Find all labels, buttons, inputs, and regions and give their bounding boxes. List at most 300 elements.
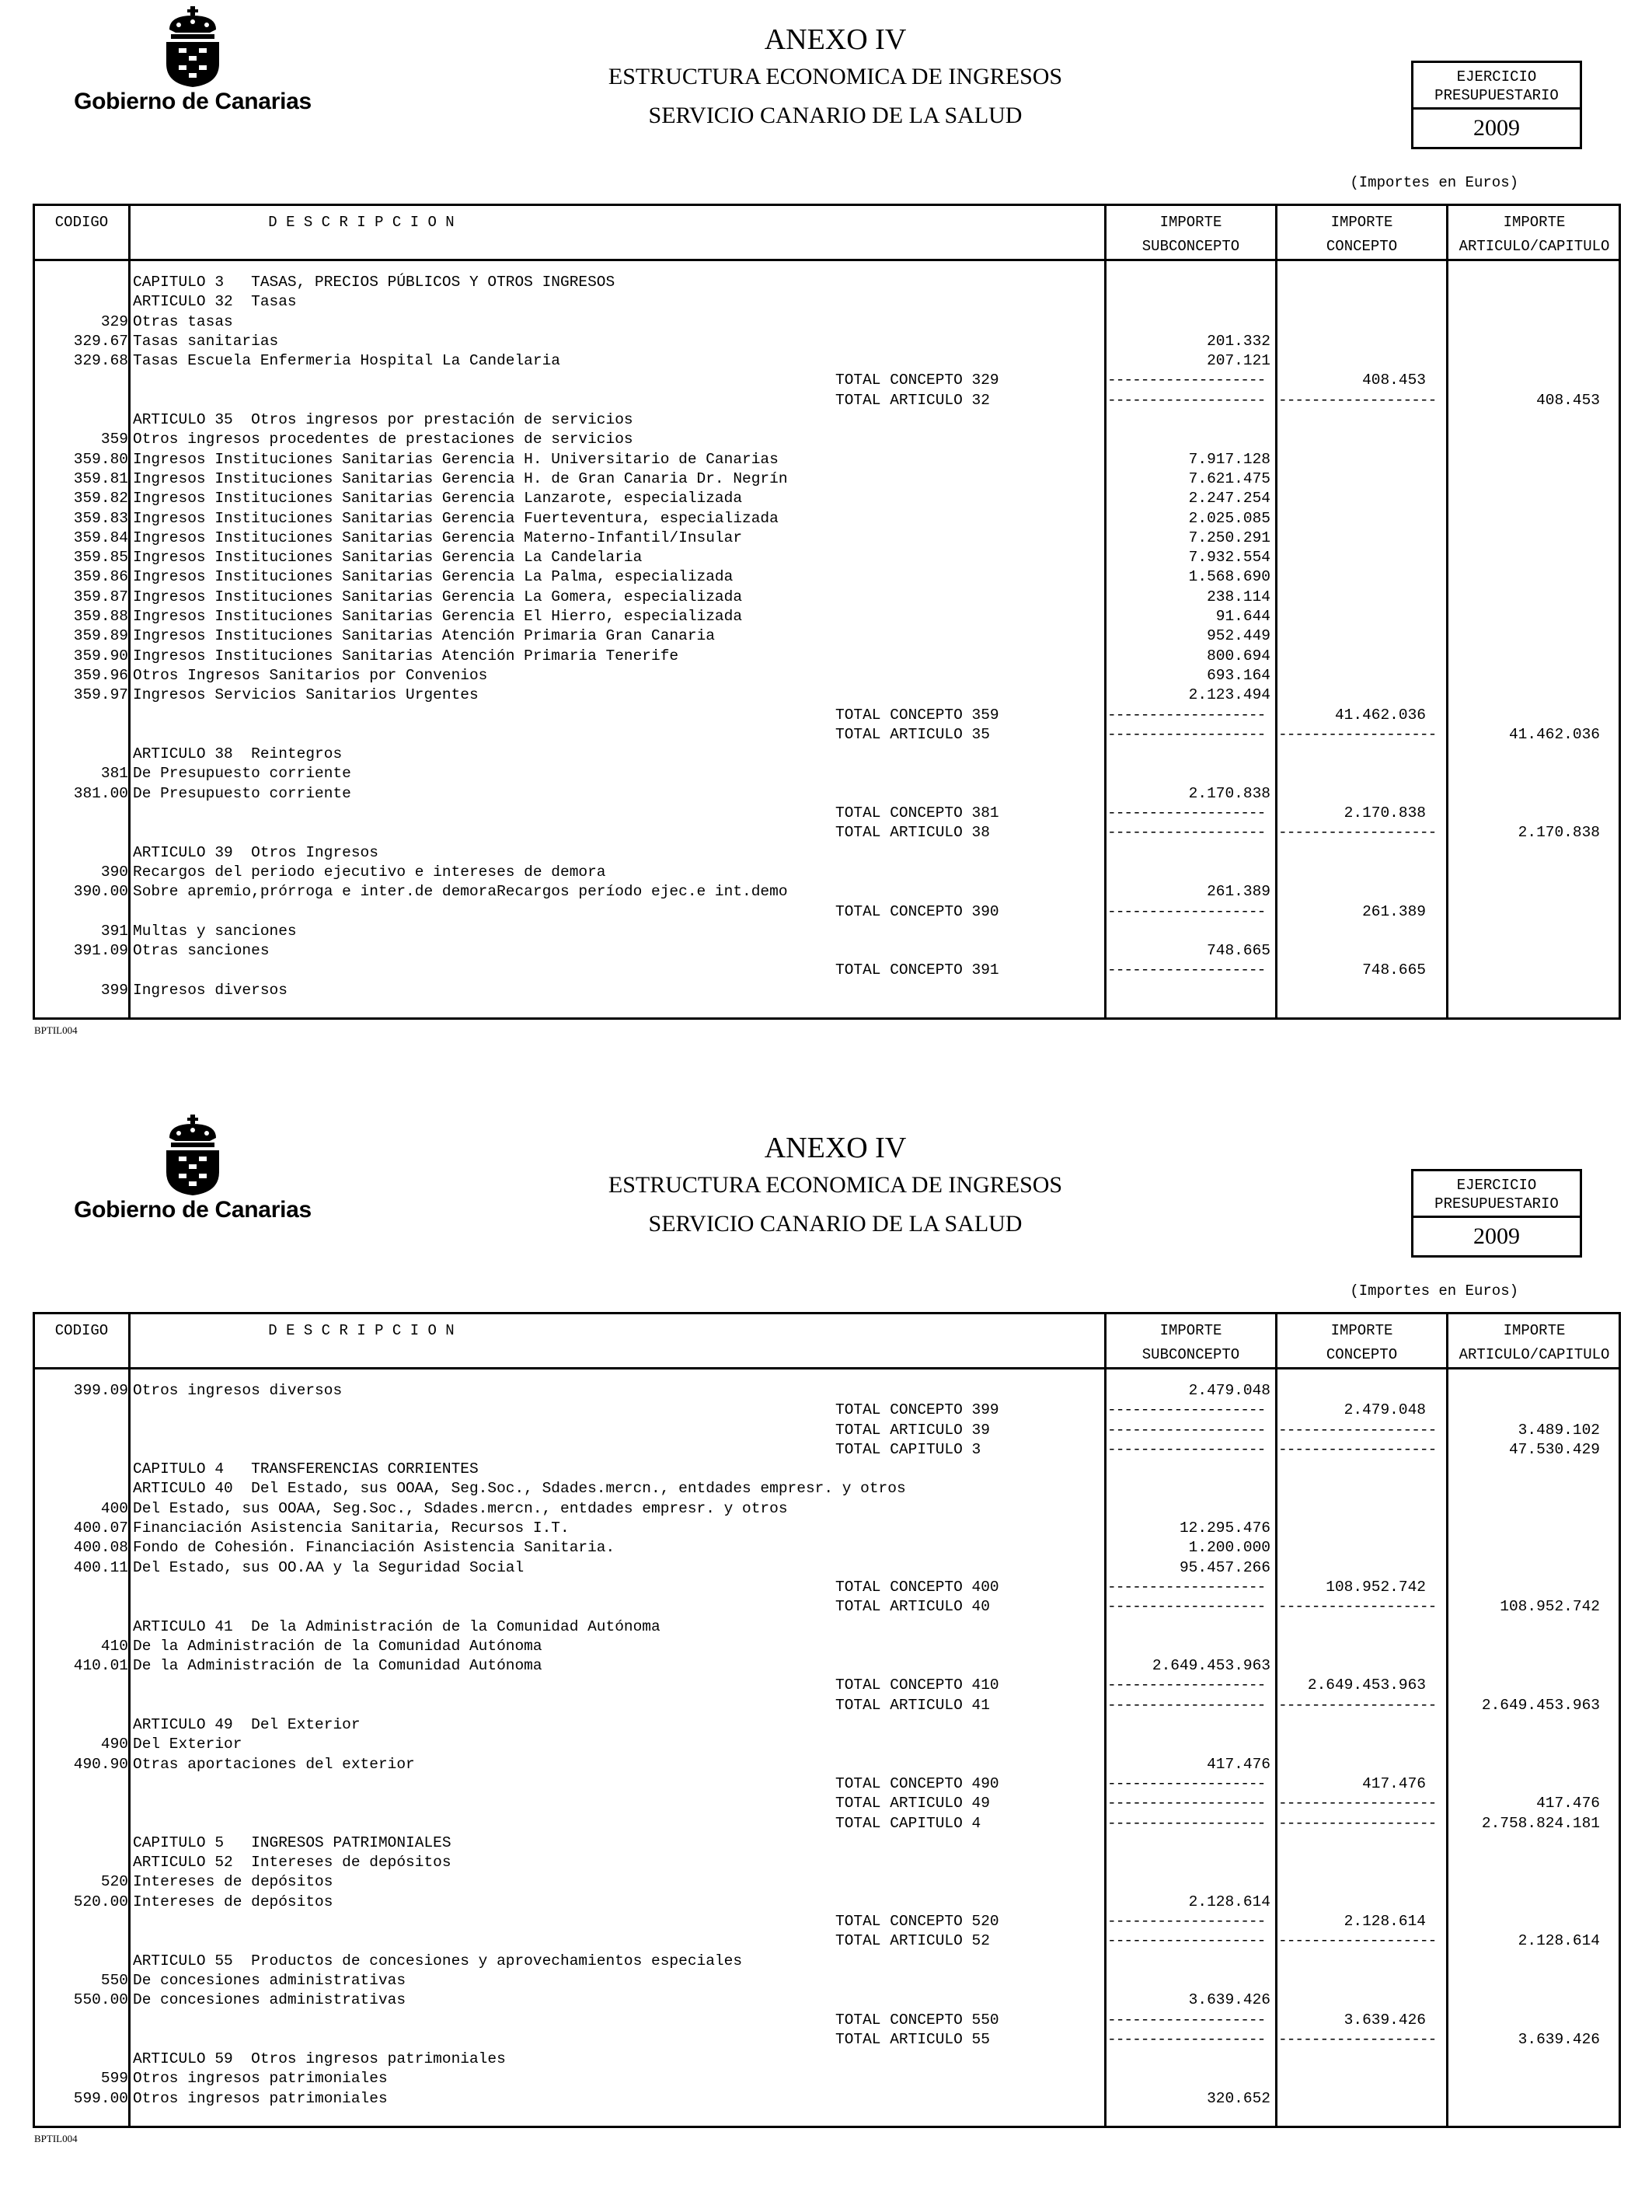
dash-separator: ------------------- (1107, 372, 1266, 389)
row-code: 359.97 (73, 686, 128, 704)
annex-title: ANEXO IV (764, 23, 907, 56)
amount-concepto: 2.479.048 (1344, 1401, 1426, 1419)
row-code: 359.87 (73, 588, 128, 605)
col-header-descripcion: D E S C R I P C I O N (268, 1322, 455, 1339)
table-row (35, 1499, 1620, 1519)
amount-subconcepto: 238.114 (1207, 588, 1270, 605)
document-title: ESTRUCTURA ECONOMICA DE INGRESOS (608, 64, 1063, 89)
row-code: 359.80 (73, 450, 128, 468)
row-description: De concesiones administrativas (133, 1971, 406, 1989)
brand-name: Gobierno de Canarias (74, 1197, 312, 1223)
row-code: 490 (100, 1736, 128, 1753)
table-row (35, 686, 1620, 705)
amount-subconcepto: 1.568.690 (1188, 568, 1270, 586)
total-label: TOTAL ARTICULO 39 (835, 1421, 990, 1439)
row-description: ARTICULO 38 Reintegros (133, 745, 343, 763)
amount-concepto: 41.462.036 (1334, 706, 1426, 724)
amount-subconcepto: 1.200.000 (1188, 1539, 1270, 1557)
amount-articulo-capitulo: 408.453 (1536, 391, 1600, 409)
row-description: Ingresos Instituciones Sanitarias Atención Primaria Tenerife (133, 647, 679, 665)
table-row (35, 981, 1620, 1000)
amount-concepto: 417.476 (1362, 1774, 1426, 1792)
row-description: ARTICULO 35 Otros ingresos por prestación de servicios (133, 411, 633, 429)
row-description: Ingresos Instituciones Sanitarias Gerencia H. de Gran Canaria Dr. Negrín (133, 469, 788, 487)
amount-concepto: 2.128.614 (1344, 1913, 1426, 1931)
table-row (35, 863, 1620, 882)
row-code: 400.07 (73, 1519, 128, 1537)
table-row (35, 430, 1620, 449)
amount-articulo-capitulo: 2.128.614 (1518, 1932, 1600, 1950)
total-label: TOTAL CONCEPTO 390 (835, 902, 999, 920)
dash-separator: ------------------- (1107, 1913, 1266, 1931)
dash-separator: ------------------- (1107, 824, 1266, 842)
row-description: ARTICULO 40 Del Estado, sus OOAA, Seg.Soc., Sdades.mercn., entdades empresr. y otros (133, 1480, 906, 1498)
table-row (35, 489, 1620, 508)
row-description: Del Estado, sus OOAA, Seg.Soc., Sdades.mercn., entdades empresr. y otros (133, 1499, 788, 1517)
row-code: 359.86 (73, 568, 128, 586)
dash-separator: ------------------- (1107, 1401, 1266, 1419)
row-description: ARTICULO 49 Del Exterior (133, 1716, 361, 1734)
dash-separator: ------------------- (1107, 1598, 1266, 1616)
table-row (35, 647, 1620, 666)
dash-separator: ------------------- (1107, 1696, 1266, 1714)
amount-articulo-capitulo: 47.530.429 (1508, 1440, 1600, 1458)
amount-subconcepto: 693.164 (1207, 666, 1270, 684)
table-row (35, 548, 1620, 567)
table-row (35, 1853, 1620, 1872)
budget-year: 2009 (1473, 115, 1520, 141)
total-label: TOTAL CONCEPTO 520 (835, 1913, 999, 1931)
dash-separator: ------------------- (1107, 1440, 1266, 1458)
dash-separator: ------------------- (1278, 391, 1437, 409)
budget-year-box (1411, 61, 1582, 149)
total-label: TOTAL CONCEPTO 329 (835, 372, 999, 389)
table-row (35, 843, 1620, 863)
row-description: CAPITULO 3 TASAS, PRECIOS PÚBLICOS Y OTROS INGRESOS (133, 274, 615, 291)
table-row (35, 2050, 1620, 2069)
dash-separator: ------------------- (1278, 1696, 1437, 1714)
row-description: Otros Ingresos Sanitarios por Convenios (133, 666, 488, 684)
total-row (35, 725, 1620, 745)
row-description: ARTICULO 52 Intereses de depósitos (133, 1854, 451, 1872)
table-row (35, 410, 1620, 430)
row-code: 381 (100, 765, 128, 783)
amount-articulo-capitulo: 108.952.742 (1500, 1598, 1600, 1616)
amount-subconcepto: 207.121 (1207, 352, 1270, 370)
row-code: 520.00 (73, 1893, 128, 1910)
table-row (35, 1381, 1620, 1401)
amount-articulo-capitulo: 2.649.453.963 (1481, 1696, 1600, 1714)
dash-separator: ------------------- (1107, 1932, 1266, 1950)
dash-separator: ------------------- (1107, 961, 1266, 979)
table-row (35, 1971, 1620, 1990)
amount-subconcepto: 7.621.475 (1188, 469, 1270, 487)
row-code: 359.89 (73, 627, 128, 645)
row-code: 359.85 (73, 549, 128, 567)
row-description: De concesiones administrativas (133, 1991, 406, 2009)
row-description: Tasas sanitarias (133, 332, 279, 350)
total-row (35, 1421, 1620, 1440)
total-row (35, 1794, 1620, 1813)
amount-subconcepto: 201.332 (1207, 332, 1270, 350)
row-code: 359.83 (73, 509, 128, 527)
row-description: Otros ingresos patrimoniales (133, 2089, 388, 2107)
row-code: 359.84 (73, 529, 128, 546)
total-row (35, 1578, 1620, 1597)
col-header-concepto: IMPORTE CONCEPTO (1326, 1322, 1398, 1363)
row-code: 391 (100, 922, 128, 940)
units-note: (Importes en Euros) (1350, 1282, 1518, 1300)
total-row (35, 1440, 1620, 1460)
amount-subconcepto: 2.170.838 (1188, 784, 1270, 802)
row-description: Recargos del periodo ejecutivo e intereses de demora (133, 863, 606, 881)
total-row (35, 902, 1620, 922)
table-row (35, 292, 1620, 312)
dash-separator: ------------------- (1107, 706, 1266, 724)
table-row (35, 2069, 1620, 2088)
table-row (35, 588, 1620, 607)
total-row (35, 1696, 1620, 1715)
document-titles (528, 1130, 1142, 1244)
total-label: TOTAL CONCEPTO 490 (835, 1774, 999, 1792)
document-page (0, 0, 1652, 1104)
row-code: 400.11 (73, 1558, 128, 1576)
row-description: Tasas Escuela Enfermeria Hospital La Candelaria (133, 352, 560, 370)
amount-subconcepto: 3.639.426 (1188, 1991, 1270, 2009)
table-row (35, 1872, 1620, 1892)
brand-name: Gobierno de Canarias (74, 89, 312, 114)
row-description: Del Estado, sus OO.AA y la Seguridad Social (133, 1558, 525, 1576)
row-code: 390.00 (73, 883, 128, 901)
total-row (35, 1774, 1620, 1794)
table-row (35, 1952, 1620, 1971)
row-description: Fondo de Cohesión. Financiación Asistencia Sanitaria. (133, 1539, 615, 1557)
table-row (35, 607, 1620, 626)
dash-separator: ------------------- (1107, 1814, 1266, 1832)
table-row (35, 1715, 1620, 1735)
table-row (35, 1637, 1620, 1656)
amount-subconcepto: 12.295.476 (1179, 1519, 1270, 1537)
dash-separator: ------------------- (1278, 1795, 1437, 1813)
dash-separator: ------------------- (1278, 1598, 1437, 1616)
row-description: De Presupuesto corriente (133, 784, 351, 802)
amount-subconcepto: 320.652 (1207, 2089, 1270, 2107)
total-label: TOTAL CONCEPTO 391 (835, 961, 999, 979)
table-row (35, 1735, 1620, 1754)
amount-subconcepto: 2.025.085 (1188, 509, 1270, 527)
annex-title: ANEXO IV (764, 1132, 907, 1164)
total-label: TOTAL ARTICULO 41 (835, 1696, 990, 1714)
row-code: 550 (100, 1971, 128, 1989)
total-row (35, 1401, 1620, 1420)
row-code: 410 (100, 1637, 128, 1655)
col-header-concepto: IMPORTE CONCEPTO (1326, 214, 1398, 255)
row-description: Otras sanciones (133, 942, 270, 960)
total-row (35, 2030, 1620, 2050)
amount-articulo-capitulo: 417.476 (1536, 1795, 1600, 1813)
row-description: Otros ingresos procedentes de prestaciones de servicios (133, 431, 633, 448)
total-row (35, 1814, 1620, 1833)
row-code: 399.09 (73, 1382, 128, 1399)
header-divider (35, 1367, 1619, 1369)
amount-concepto: 2.649.453.963 (1307, 1676, 1426, 1694)
dash-separator: ------------------- (1278, 2030, 1437, 2048)
table-row (35, 312, 1620, 332)
table-row (35, 922, 1620, 941)
amount-subconcepto: 2.128.614 (1188, 1893, 1270, 1910)
total-row (35, 1597, 1620, 1617)
row-code: 400.08 (73, 1539, 128, 1557)
row-description: ARTICULO 32 Tasas (133, 293, 297, 311)
row-code: 329 (100, 312, 128, 330)
row-code: 599 (100, 2070, 128, 2088)
coat-of-arms-icon (155, 1115, 230, 1195)
total-row (35, 1931, 1620, 1951)
document-subtitle: SERVICIO CANARIO DE LA SALUD (648, 1211, 1023, 1237)
total-label: TOTAL CONCEPTO 399 (835, 1401, 999, 1419)
amount-subconcepto: 952.449 (1207, 627, 1270, 645)
total-row (35, 371, 1620, 390)
row-description: Ingresos Instituciones Sanitarias Atención Primaria Gran Canaria (133, 627, 715, 645)
dash-separator: ------------------- (1278, 824, 1437, 842)
dash-separator: ------------------- (1107, 2011, 1266, 2029)
col-header-articulo-capitulo: IMPORTE ARTICULO/CAPITULO (1459, 1322, 1610, 1363)
header-divider (35, 259, 1619, 261)
row-description: Ingresos Instituciones Sanitarias Gerencia Lanzarote, especializada (133, 490, 743, 508)
row-description: Intereses de depósitos (133, 1873, 333, 1891)
document-page (0, 1108, 1652, 2212)
row-description: Ingresos Instituciones Sanitarias Gerencia Materno-Infantil/Insular (133, 529, 743, 546)
row-description: De Presupuesto corriente (133, 765, 351, 783)
total-label: TOTAL ARTICULO 35 (835, 725, 990, 743)
col-header-articulo-capitulo: IMPORTE ARTICULO/CAPITULO (1459, 214, 1610, 255)
document-subtitle: SERVICIO CANARIO DE LA SALUD (648, 103, 1023, 128)
amount-subconcepto: 417.476 (1207, 1755, 1270, 1773)
total-row (35, 961, 1620, 980)
dash-separator: ------------------- (1107, 2030, 1266, 2048)
row-description: Ingresos Instituciones Sanitarias Gerencia Fuerteventura, especializada (133, 509, 779, 527)
row-description: Del Exterior (133, 1736, 242, 1753)
dash-separator: ------------------- (1278, 1440, 1437, 1458)
dash-separator: ------------------- (1107, 391, 1266, 409)
total-label: TOTAL CONCEPTO 550 (835, 2011, 999, 2029)
row-code: 359.88 (73, 608, 128, 626)
dash-separator: ------------------- (1107, 1676, 1266, 1694)
table-row (35, 1755, 1620, 1774)
amount-subconcepto: 7.250.291 (1188, 529, 1270, 546)
row-description: Otras tasas (133, 312, 233, 330)
row-code: 550.00 (73, 1991, 128, 2009)
dash-separator: ------------------- (1278, 1814, 1437, 1832)
coat-of-arms-icon (155, 6, 230, 87)
total-row (35, 391, 1620, 410)
income-table (33, 204, 1621, 1020)
row-description: Ingresos Instituciones Sanitarias Gerencia La Candelaria (133, 549, 643, 567)
total-label: TOTAL CONCEPTO 359 (835, 706, 999, 724)
amount-subconcepto: 7.917.128 (1188, 450, 1270, 468)
amount-subconcepto: 2.123.494 (1188, 686, 1270, 704)
table-row (35, 469, 1620, 489)
row-code: 410.01 (73, 1657, 128, 1675)
dash-separator: ------------------- (1107, 1795, 1266, 1813)
col-header-codigo: CODIGO (54, 214, 109, 231)
row-description: ARTICULO 55 Productos de concesiones y aprovechamientos especiales (133, 1952, 743, 1970)
table-row (35, 1617, 1620, 1637)
amount-concepto: 408.453 (1362, 372, 1426, 389)
amount-subconcepto: 261.389 (1207, 883, 1270, 901)
row-code: 359.96 (73, 666, 128, 684)
table-row (35, 509, 1620, 529)
amount-articulo-capitulo: 2.758.824.181 (1481, 1814, 1600, 1832)
table-row (35, 1538, 1620, 1558)
table-row (35, 567, 1620, 587)
budget-year: 2009 (1473, 1223, 1520, 1249)
total-label: TOTAL CONCEPTO 381 (835, 804, 999, 822)
row-description: De la Administración de la Comunidad Autónoma (133, 1657, 542, 1675)
row-description: CAPITULO 4 TRANSFERENCIAS CORRIENTES (133, 1460, 479, 1478)
total-label: TOTAL CONCEPTO 410 (835, 1676, 999, 1694)
amount-subconcepto: 7.932.554 (1188, 549, 1270, 567)
row-description: Ingresos Instituciones Sanitarias Gerencia H. Universitario de Canarias (133, 450, 779, 468)
row-description: ARTICULO 59 Otros ingresos patrimoniales (133, 2050, 506, 2068)
col-header-subconcepto: IMPORTE SUBCONCEPTO (1141, 1322, 1240, 1363)
table-row (35, 784, 1620, 804)
total-row (35, 1912, 1620, 1931)
row-description: Otros ingresos patrimoniales (133, 2070, 388, 2088)
row-code: 520 (100, 1873, 128, 1891)
row-code: 599.00 (73, 2089, 128, 2107)
row-code: 359.90 (73, 647, 128, 665)
table-row (35, 1479, 1620, 1499)
budget-year-label: EJERCICIO PRESUPUESTARIO (1413, 63, 1580, 110)
row-code: 390 (100, 863, 128, 881)
table-row (35, 882, 1620, 902)
footer-code: BPTIL004 (34, 2133, 78, 2144)
dash-separator: ------------------- (1107, 1578, 1266, 1596)
table-row (35, 1990, 1620, 2010)
amount-concepto: 261.389 (1362, 902, 1426, 920)
amount-subconcepto: 95.457.266 (1179, 1558, 1270, 1576)
row-code: 329.68 (73, 352, 128, 370)
total-row (35, 804, 1620, 823)
table-row (35, 666, 1620, 686)
dash-separator: ------------------- (1107, 1421, 1266, 1439)
table-body (35, 1381, 1620, 2109)
table-row (35, 764, 1620, 783)
table-row (35, 273, 1620, 292)
amount-concepto: 3.639.426 (1344, 2011, 1426, 2029)
row-description: Ingresos diversos (133, 981, 288, 999)
dash-separator: ------------------- (1107, 902, 1266, 920)
total-row (35, 1676, 1620, 1695)
amount-concepto: 2.170.838 (1344, 804, 1426, 822)
row-description: Ingresos Servicios Sanitarios Urgentes (133, 686, 479, 704)
table-row (35, 2089, 1620, 2109)
amount-subconcepto: 91.644 (1215, 608, 1270, 626)
table-row (35, 1893, 1620, 1912)
document-title: ESTRUCTURA ECONOMICA DE INGRESOS (608, 1172, 1063, 1198)
document-titles (528, 22, 1142, 135)
table-row (35, 450, 1620, 469)
total-row (35, 823, 1620, 843)
row-code: 399 (100, 981, 128, 999)
total-label: TOTAL ARTICULO 38 (835, 824, 990, 842)
dash-separator: ------------------- (1278, 1932, 1437, 1950)
dash-separator: ------------------- (1278, 725, 1437, 743)
total-label: TOTAL ARTICULO 32 (835, 391, 990, 409)
row-description: Ingresos Instituciones Sanitarias Gerencia La Palma, especializada (133, 568, 734, 586)
row-description: Otros ingresos diversos (133, 1382, 343, 1399)
total-label: TOTAL ARTICULO 49 (835, 1795, 990, 1813)
total-row (35, 2011, 1620, 2030)
dash-separator: ------------------- (1107, 804, 1266, 822)
row-description: Otras aportaciones del exterior (133, 1755, 415, 1773)
amount-subconcepto: 2.649.453.963 (1152, 1657, 1270, 1675)
row-code: 359.82 (73, 490, 128, 508)
table-row (35, 941, 1620, 961)
dash-separator: ------------------- (1278, 1421, 1437, 1439)
budget-year-box (1411, 1169, 1582, 1258)
amount-articulo-capitulo: 3.489.102 (1518, 1421, 1600, 1439)
table-row (35, 1656, 1620, 1676)
income-table (33, 1312, 1621, 2128)
row-code: 359 (100, 431, 128, 448)
row-code: 400 (100, 1499, 128, 1517)
row-description: Ingresos Instituciones Sanitarias Gerencia La Gomera, especializada (133, 588, 743, 605)
row-description: CAPITULO 5 INGRESOS PATRIMONIALES (133, 1833, 451, 1851)
row-description: Sobre apremio,prórroga e inter.de demoraRecargos período ejec.e int.demo (133, 883, 788, 901)
row-description: De la Administración de la Comunidad Autónoma (133, 1637, 542, 1655)
table-body (35, 273, 1620, 1000)
total-row (35, 706, 1620, 725)
row-description: ARTICULO 39 Otros Ingresos (133, 843, 378, 861)
dash-separator: ------------------- (1107, 725, 1266, 743)
table-row (35, 529, 1620, 548)
row-code: 359.81 (73, 469, 128, 487)
row-description: Ingresos Instituciones Sanitarias Gerencia El Hierro, especializada (133, 608, 743, 626)
table-row (35, 1558, 1620, 1578)
row-description: Financiación Asistencia Sanitaria, Recursos I.T. (133, 1519, 570, 1537)
row-code: 329.67 (73, 332, 128, 350)
total-label: TOTAL ARTICULO 55 (835, 2030, 990, 2048)
table-row (35, 1833, 1620, 1853)
row-code: 381.00 (73, 784, 128, 802)
footer-code: BPTIL004 (34, 1024, 78, 1036)
row-code: 391.09 (73, 942, 128, 960)
col-header-codigo: CODIGO (54, 1322, 109, 1339)
gobierno-canarias-logo (68, 1115, 317, 1231)
gobierno-canarias-logo (68, 6, 317, 123)
amount-articulo-capitulo: 41.462.036 (1508, 725, 1600, 743)
table-row (35, 351, 1620, 371)
amount-articulo-capitulo: 2.170.838 (1518, 824, 1600, 842)
amount-articulo-capitulo: 3.639.426 (1518, 2030, 1600, 2048)
amount-subconcepto: 2.247.254 (1188, 490, 1270, 508)
total-label: TOTAL CONCEPTO 400 (835, 1578, 999, 1596)
total-label: TOTAL ARTICULO 40 (835, 1598, 990, 1616)
total-label: TOTAL ARTICULO 52 (835, 1932, 990, 1950)
row-code: 490.90 (73, 1755, 128, 1773)
table-row (35, 1460, 1620, 1479)
col-header-descripcion: D E S C R I P C I O N (268, 214, 455, 231)
amount-subconcepto: 2.479.048 (1188, 1382, 1270, 1399)
table-row (35, 626, 1620, 646)
units-note: (Importes en Euros) (1350, 174, 1518, 191)
total-label: TOTAL CAPITULO 4 (835, 1814, 981, 1832)
table-row (35, 1519, 1620, 1538)
row-description: Intereses de depósitos (133, 1893, 333, 1910)
budget-year-label: EJERCICIO PRESUPUESTARIO (1413, 1171, 1580, 1218)
